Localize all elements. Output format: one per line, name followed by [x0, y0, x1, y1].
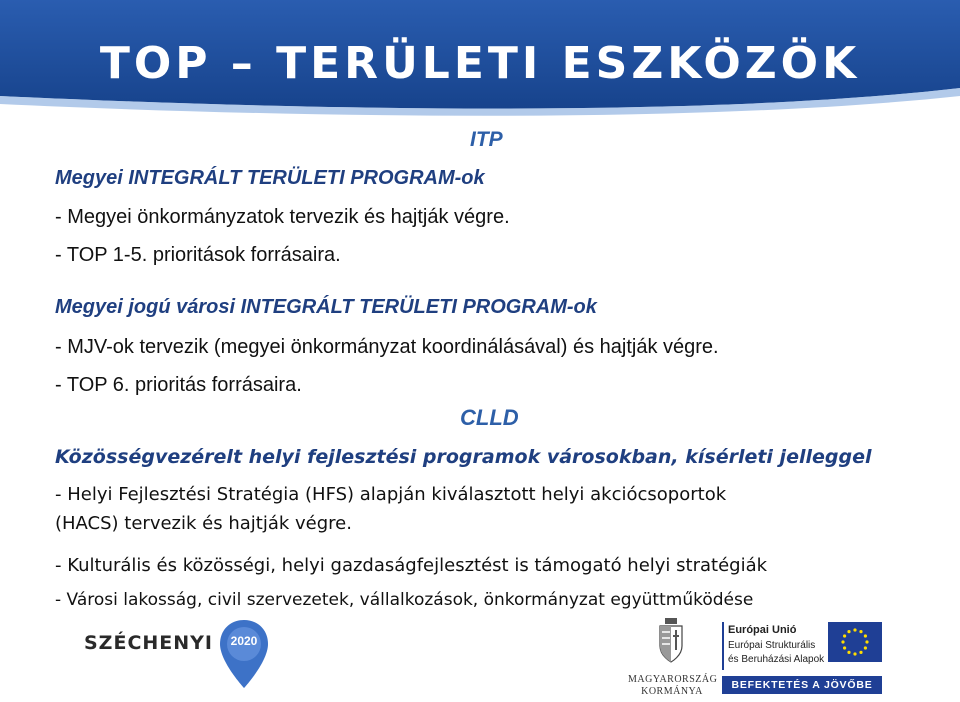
szechenyi-wordmark: SZÉCHENYI — [84, 632, 213, 654]
eu-line-1: Európai Strukturális — [728, 640, 816, 651]
clld-item-3: - Városi lakosság, civil szervezetek, vállalkozások, önkormányzat együttműködése — [55, 590, 754, 610]
mjv-heading: Megyei jogú városi INTEGRÁLT TERÜLETI PROGRAM-ok — [55, 296, 597, 318]
eu-title: Európai Unió — [728, 624, 797, 636]
year-label: 2020 — [230, 634, 258, 648]
mjv-item-1: - MJV-ok tervezik (megyei önkormányzat koordinálásával) és hajtják végre. — [55, 336, 719, 358]
itp-item-1: - Megyei önkormányzatok tervezik és hajtják végre. — [55, 206, 510, 228]
itp-heading: Megyei INTEGRÁLT TERÜLETI PROGRAM-ok — [55, 167, 485, 189]
clld-item-1-cont: (HACS) tervezik és hajtják végre. — [55, 513, 352, 534]
clld-item-1: - Helyi Fejlesztési Stratégia (HFS) alapján kiválasztott helyi akciócsoportok — [55, 484, 727, 505]
itp-tag: ITP — [470, 128, 503, 151]
clld-heading: Közösségvezérelt helyi fejlesztési programok városokban, kísérleti jelleggel — [55, 446, 872, 468]
itp-item-2: - TOP 1-5. prioritások forrásaira. — [55, 244, 341, 266]
eu-funds-logo — [722, 622, 882, 696]
eu-line-2: és Beruházási Alapok — [728, 654, 825, 665]
government-logo — [628, 616, 716, 700]
gov-line-1: MAGYARORSZÁG — [628, 674, 718, 685]
szechenyi-2020-logo — [84, 618, 274, 698]
clld-item-2: - Kulturális és közösségi, helyi gazdaságfejlesztést is támogató helyi stratégiák — [55, 555, 768, 576]
gov-line-2: KORMÁNYA — [641, 686, 703, 697]
mjv-item-2: - TOP 6. prioritás forrásaira. — [55, 374, 302, 396]
header-banner — [0, 0, 960, 130]
coat-of-arms-icon — [656, 616, 686, 666]
page-title: TOP – TERÜLETI ESZKÖZÖK — [99, 38, 861, 89]
eu-flag-icon — [828, 622, 882, 662]
clld-tag: CLLD — [460, 405, 519, 430]
eu-banner: BEFEKTETÉS A JÖVŐBE — [722, 676, 882, 694]
location-pin-icon — [216, 618, 272, 690]
eu-divider — [722, 622, 724, 670]
